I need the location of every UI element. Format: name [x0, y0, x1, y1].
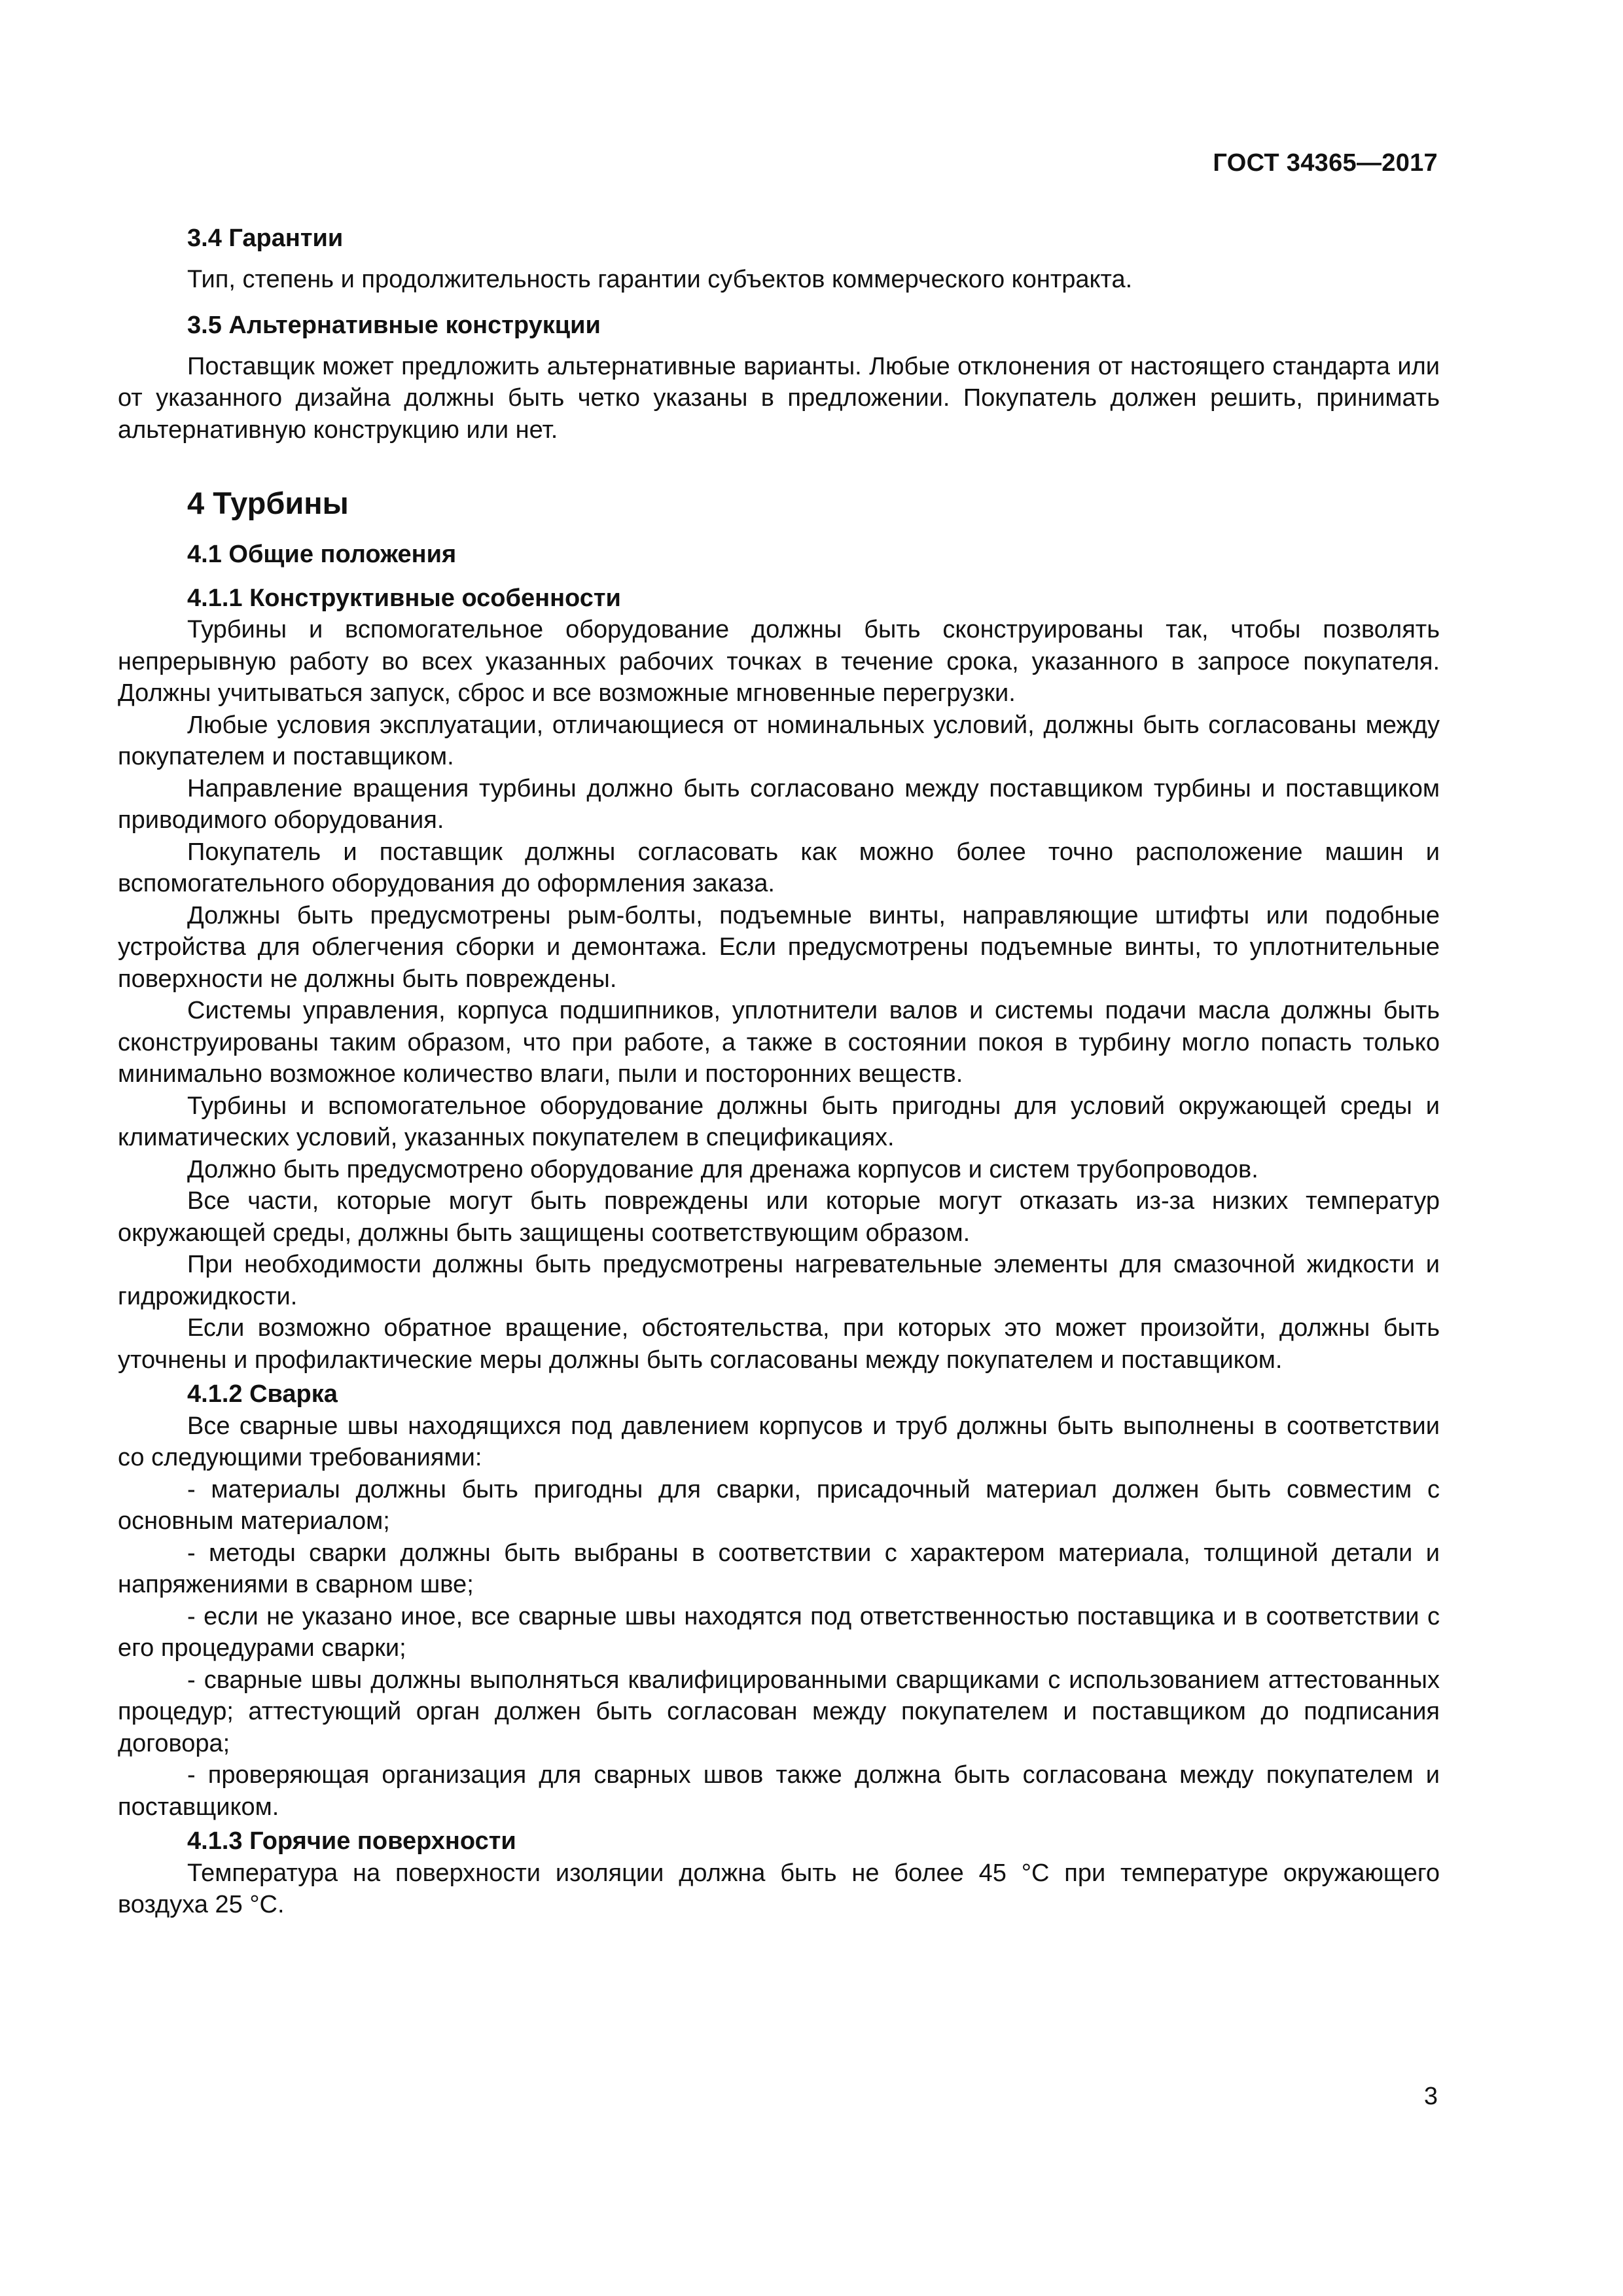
paragraph-4-1-1-9: Все части, которые могут быть повреждены или которые могут отказать из-за низких температур окружающей среды, должны быть защищены соответствующим образом.	[118, 1187, 1440, 1247]
paragraph-3-4: Тип, степень и продолжительность гарантии субъектов коммерческого контракта.	[187, 265, 1133, 293]
list-item-welding-1: - материалы должны быть пригодны для сварки, присадочный материал должен быть совместим с основным материалом;	[118, 1475, 1440, 1535]
heading-section-4: 4 Турбины	[187, 486, 349, 520]
page-content	[118, 223, 1440, 1921]
heading-4-1: 4.1 Общие положения	[187, 541, 457, 568]
heading-4-1-1: 4.1.1 Конструктивные особенности	[187, 584, 621, 612]
page-number: 3	[1423, 2083, 1438, 2110]
paragraph-4-1-3: Температура на поверхности изоляции должна быть не более 45 °C при температуре окружающего воздуха 25 °C.	[118, 1859, 1440, 1918]
heading-3-4: 3.4 Гарантии	[187, 224, 344, 252]
paragraph-4-1-1-7: Турбины и вспомогательное оборудование должны быть пригодны для условий окружающей среды и климатических условий, указанных покупателем в спецификациях.	[118, 1092, 1440, 1151]
heading-4-1-3: 4.1.3 Горячие поверхности	[187, 1827, 516, 1855]
paragraph-4-1-1-3: Направление вращения турбины должно быть согласовано между поставщиком турбины и поставщиком приводимого оборудования.	[118, 774, 1440, 834]
list-item-welding-5: - проверяющая организация для сварных швов также должна быть согласована между покупателем и поставщиком.	[118, 1761, 1440, 1821]
paragraph-4-1-1-6: Системы управления, корпуса подшипников, уплотнители валов и системы подачи масла должны быть сконструированы таким образом, что при работе, а также в состоянии покоя в турбину могло попасть только минимально возможное количество влаги, пыли и посторонних веществ.	[118, 997, 1440, 1088]
paragraph-4-1-1-5: Должны быть предусмотрены рым-болты, подъемные винты, направляющие штифты или подобные устройства для облегчения сборки и демонтажа. Если предусмотрены подъемные винты, то уплотнительные поверхности не должны быть повреждены.	[118, 901, 1440, 993]
list-item-welding-2: - методы сварки должны быть выбраны в соответствии с характером материала, толщиной детали и напряжениями в сварном шве;	[118, 1539, 1440, 1598]
heading-4-1-2: 4.1.2 Сварка	[187, 1380, 338, 1408]
paragraph-4-1-1-2: Любые условия эксплуатации, отличающиеся от номинальных условий, должны быть согласованы между покупателем и поставщиком.	[118, 711, 1440, 770]
document-number-header: ГОСТ 34365—2017	[1213, 149, 1438, 177]
paragraph-4-1-1-8: Должно быть предусмотрено оборудование для дренажа корпусов и систем трубопроводов.	[187, 1155, 1258, 1183]
list-item-welding-4: - сварные швы должны выполняться квалифицированными сварщиками с использованием аттестованных процедур; аттестующий орган должен быть согласован между покупателем и поставщиком до подписания договора;	[118, 1666, 1440, 1757]
paragraph-3-5: Поставщик может предложить альтернативные варианты. Любые отклонения от настоящего стандарта или от указанного дизайна должны быть четко указаны в предложении. Покупатель должен решить, принимать альтернативную конструкцию или нет.	[118, 352, 1440, 444]
paragraph-4-1-1-10: При необходимости должны быть предусмотрены нагревательные элементы для смазочной жидкости и гидрожидкости.	[118, 1251, 1440, 1310]
paragraph-4-1-1-1: Турбины и вспомогательное оборудование должны быть сконструированы так, чтобы позволять непрерывную работу во всех указанных рабочих точках в течение срока, указанного в запросе покупателя. Должны учитываться запуск, сброс и все возможные мгновенные перегрузки.	[118, 616, 1440, 707]
heading-3-5: 3.5 Альтернативные конструкции	[187, 312, 601, 339]
paragraph-4-1-2-intro: Все сварные швы находящихся под давлением корпусов и труб должны быть выполнены в соответствии со следующими требованиями:	[118, 1412, 1440, 1471]
list-item-welding-3: - если не указано иное, все сварные швы находятся под ответственностью поставщика и в соответствии с его процедурами сварки;	[118, 1602, 1440, 1662]
paragraph-4-1-1-11: Если возможно обратное вращение, обстоятельства, при которых это может произойти, должны быть уточнены и профилактические меры должны быть согласованы между покупателем и поставщиком.	[118, 1314, 1440, 1374]
paragraph-4-1-1-4: Покупатель и поставщик должны согласовать как можно более точно расположение машин и вспомогательного оборудования до оформления заказа.	[118, 838, 1440, 897]
